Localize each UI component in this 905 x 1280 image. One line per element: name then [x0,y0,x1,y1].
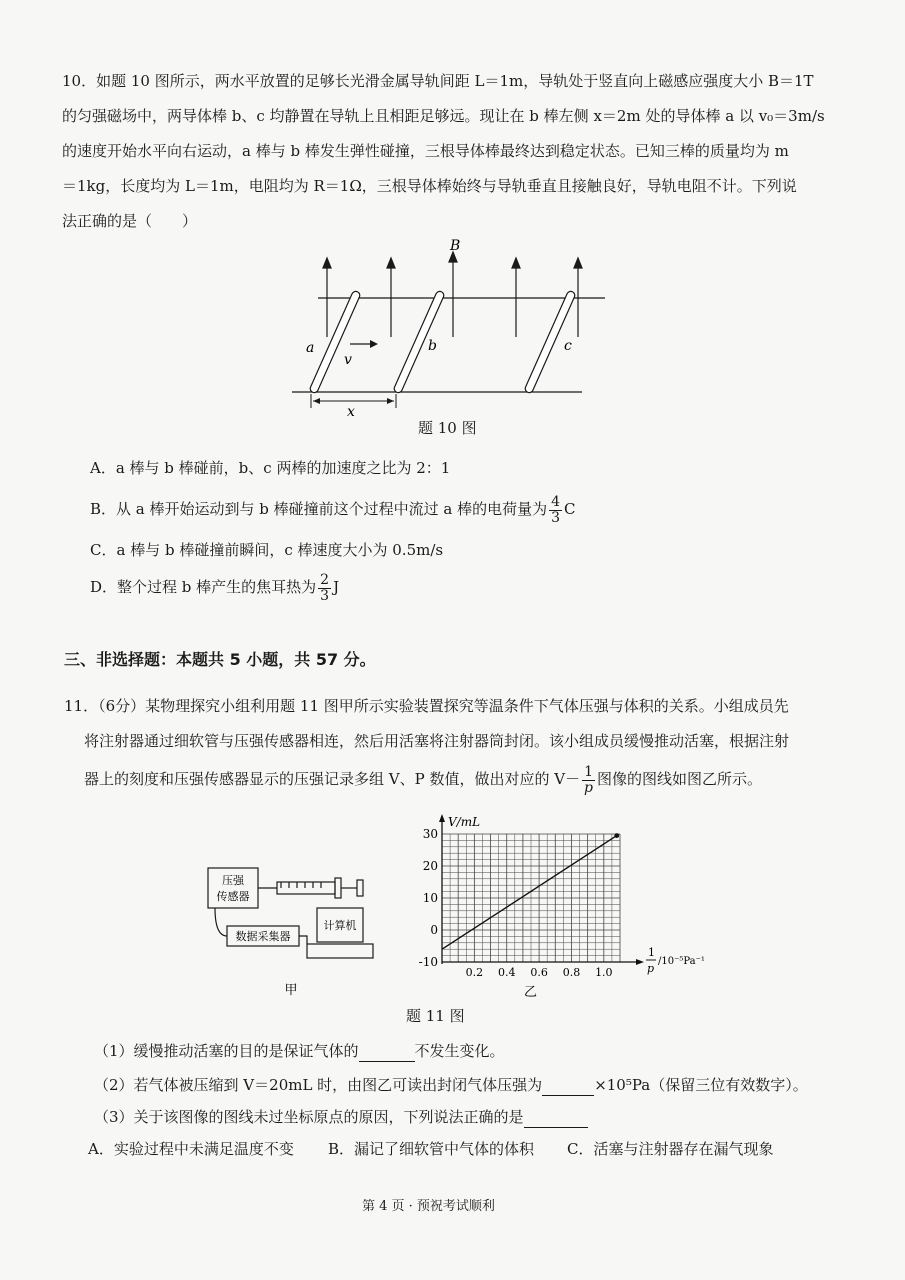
fraction-denominator: p [584,779,594,796]
q11-caption: 题 11 图 [406,1007,465,1025]
q11-sub-1-tail: 不发生变化。 [414,1042,505,1060]
x-label-numerator: 1 [648,946,655,959]
q10-option-c: C．a 棒与 b 棒碰撞前瞬间，c 棒速度大小为 0.5m/s [90,541,444,559]
chart-grid [442,834,620,962]
fraction-numerator: 4 [551,493,561,510]
q10-line-2: 的匀强磁场中，两导体棒 b、c 均静置在导轨上且相距足够远。现让在 b 棒左侧 x＝2m 处的导体棒 a 以 v₀＝3m/s [62,107,825,125]
q10-figure [280,232,620,420]
q11-line-3-fraction [582,765,595,796]
x-label: x [347,404,355,420]
chart-panel-label: 乙 [524,985,538,1000]
b-label: b [428,338,437,354]
q10-option-a: A．a 棒与 b 棒碰前，b、c 两棒的加速度之比为 2：1 [90,459,451,477]
answer-blank-1[interactable] [359,1041,415,1062]
q11-option-b: B．漏记了细软管中气体的体积 [328,1140,535,1158]
sensor-label-1: 压强 [222,874,244,887]
q11-option-a: A．实验过程中未满足温度不变 [88,1140,294,1158]
computer-label: 计算机 [323,919,357,932]
q11-sub-3 [94,1107,588,1128]
fraction-numerator: 1 [584,763,593,780]
fraction-denominator: 3 [320,587,330,604]
q11-sub-2 [94,1075,808,1096]
rod-a [309,290,361,394]
field-arrows [323,252,582,337]
y-tick-label: 30 [422,827,438,841]
q11-chart [418,812,705,1004]
sensor-label-2: 传感器 [216,890,250,903]
q11-sub-2-tail: ×10⁵Pa（保留三位有效数字）。 [594,1076,808,1094]
answer-blank-3[interactable] [524,1107,588,1128]
x-tick-label: 0.6 [530,966,548,979]
q11-option-c: C．活塞与注射器存在漏气现象 [567,1140,774,1158]
fraction-numerator: 2 [320,571,330,588]
q10-option-b-fraction [549,495,562,526]
series-line [442,836,617,950]
q10-option-d-text: D．整个过程 b 棒产生的焦耳热为 [90,578,317,596]
y-tick-label: 0 [430,923,438,937]
x-tick-label: 0.4 [497,966,516,979]
q11-line-1: 11．（6分）某物理探究小组利用题 11 图甲所示实验装置探究等温条件下气体压强与体积的关系。小组成员先 [64,697,789,715]
a-label: a [306,340,315,356]
fraction-denominator: 3 [551,509,561,526]
q10-option-b-text: B．从 a 棒开始运动到与 b 棒碰撞前这个过程中流过 a 棒的电荷量为 [90,500,548,518]
y-tick-label: 20 [422,859,438,873]
collector-label: 数据采集器 [235,930,291,943]
q11-sub-1-text: （1）缓慢推动活塞的目的是保证气体的 [94,1042,359,1060]
x-label-denominator: p [647,962,655,975]
q11-line-3 [84,762,762,796]
q10-line-5: 法正确的是（ ） [62,212,198,230]
series-endpoint [614,833,619,838]
y-tick-label: 10 [422,891,438,905]
y-axis-arrow [439,814,445,822]
q10-option-d-unit: J [333,578,340,596]
x-label-unit: /10⁻⁵Pa⁻¹ [658,956,705,967]
chart-series [442,833,619,949]
x-tick-label: 1.0 [595,966,613,979]
syringe-barrel [277,882,335,894]
section-3-heading: 三、非选择题：本题共 5 小题，共 57 分。 [64,650,376,669]
chart-axes [419,814,644,979]
q10-line-3: 的速度开始水平向右运动，a 棒与 b 棒发生弹性碰撞，三根导体棒最终达到稳定状态。已知三棒的质量均为 m [62,142,789,160]
q11-apparatus [205,860,380,1000]
x-axis-arrow [636,959,644,965]
q10-line-1: 10．如题 10 图所示，两水平放置的足够长光滑金属导轨间距 L＝1m，导轨处于竖直向上磁感应强度大小 B＝1T [62,72,814,90]
q11-sub-1 [94,1041,505,1062]
q10-option-d [90,570,339,604]
y-axis-label: V/mL [448,815,481,829]
q10-line-4: ＝1kg，长度均为 L＝1m，电阻均为 R＝1Ω，三根导体棒始终与导轨垂直且接触良好，导轨电阻不计。下列说 [62,177,797,195]
q11-line-2: 将注射器通过细软管与压强传感器相连，然后用活塞将注射器筒封闭。该小组成员缓慢推动活塞，根据注射 [84,732,790,750]
rod-b [393,290,445,394]
q11-line-3-tail: 图像的图线如图乙所示。 [597,770,763,788]
q10-caption: 题 10 图 [418,419,477,437]
x-tick-label: 0.8 [562,966,581,979]
c-label: c [564,338,572,354]
q11-line-3-text: 器上的刻度和压强传感器显示的压强记录多组 V、P 数值，做出对应的 V－ [84,770,581,788]
v-label: v [344,352,352,368]
x-tick-label: 0.2 [465,966,484,979]
q11-sub-3-text: （3）关于该图像的图线未过坐标原点的原因，下列说法正确的是 [94,1108,524,1126]
y-tick-label: -10 [418,955,438,969]
q10-option-d-fraction [318,573,331,604]
page-footer: 第 4 页 · 预祝考试顺利 [362,1199,495,1214]
q11-sub-2-text: （2）若气体被压缩到 V＝20mL 时，由图乙可读出封闭气体压强为 [94,1076,543,1094]
q10-option-b [90,492,576,526]
x-axis-label [646,946,705,975]
q10-option-b-unit: C [564,500,576,518]
answer-blank-2[interactable] [542,1075,594,1096]
apparatus-label: 甲 [284,983,298,998]
B-field-label: B [450,238,461,254]
